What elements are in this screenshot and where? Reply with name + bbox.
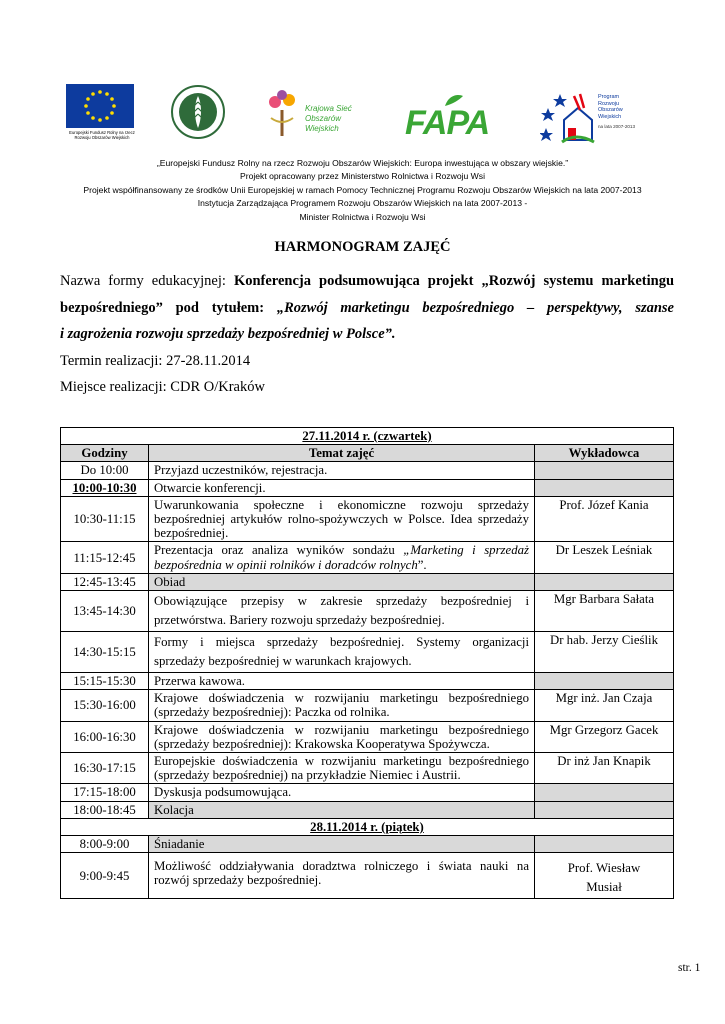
lecturer-line1: Prof. Wiesław — [567, 861, 641, 876]
ksow-logo — [265, 84, 375, 146]
topic-cell: Uwarunkowania społeczne i ekonomiczne rozwoju sprzedaży bezpośredniej artykułów rolno-spożywczych w Polsce. Idea sprzedaży bezpośredniej. — [149, 496, 535, 542]
ministry-seal-logo — [170, 84, 230, 146]
lecturer-cell: Mgr Grzegorz Gacek — [535, 721, 674, 752]
schedule-table — [60, 427, 674, 899]
lecturer-cell — [535, 573, 674, 590]
table-row — [61, 479, 674, 496]
funding-header — [40, 157, 685, 224]
logos-strip — [60, 84, 670, 150]
prow-text-line4: Wiejskich — [598, 113, 622, 120]
prow-logo — [540, 84, 650, 146]
lecturer-cell — [535, 784, 674, 801]
table-row — [61, 591, 674, 632]
time-cell: 11:15-12:45 — [61, 542, 149, 573]
lecturer-cell — [535, 853, 674, 899]
eu-caption: Europejski Fundusz Rolny na rzecz Rozwoju Obszarów Wiejskich — [69, 130, 135, 140]
form-subtitle-part2: i zagrożenia rozwoju sprzedaży bezpośredniej w Polsce”. — [60, 326, 396, 342]
header-line-5: Minister Rolnictwa i Rozwoju Wsi — [299, 211, 426, 222]
eu-flag-icon — [66, 84, 134, 128]
time-cell: 13:45-14:30 — [61, 591, 149, 632]
table-row — [61, 753, 674, 784]
lecturer-cell — [535, 479, 674, 496]
form-title-part2: bezpośredniego” pod tytułem: — [60, 299, 277, 316]
col-hours-header: Godziny — [61, 445, 149, 462]
header-line-3: Projekt współfinansowany ze środków Unii Europejskiej w ramach Pomocy Technicznej Programu Rozwoju Obszarów Wiejskich na lata 2007-2013 — [83, 184, 642, 195]
time-cell: 10:30-11:15 — [61, 496, 149, 542]
lecturer-cell — [535, 801, 674, 818]
table-row — [61, 462, 674, 479]
time-cell: Do 10:00 — [61, 462, 149, 479]
topic-cell — [149, 542, 535, 573]
time-cell: 12:45-13:45 — [61, 573, 149, 590]
lecturer-cell: Dr hab. Jerzy Cieślik — [535, 632, 674, 673]
day-header-row — [61, 818, 674, 835]
term-line: Termin realizacji: 27-28.11.2014 — [60, 352, 251, 369]
topic-plain: Prezentacja oraz analiza wyników sondażu — [154, 543, 404, 558]
time-cell — [61, 479, 149, 496]
table-row — [61, 496, 674, 542]
day2-header: 28.11.2014 r. (piątek) — [61, 818, 674, 835]
topic-italic: „Marketing i sprzedaż bezpośrednia w opinii rolników i doradców rolnych — [154, 543, 529, 572]
header-line-4: Instytucja Zarządzająca Programem Rozwoju Obszarów Wiejskich na lata 2007-2013 - — [197, 198, 528, 209]
topic-end: ”. — [417, 557, 427, 572]
form-subtitle-part1: „Rozwój marketingu bezpośredniego – perspektywy, szanse — [276, 299, 674, 316]
prow-text-line5: na lata 2007-2013 — [598, 124, 636, 130]
time-cell: 8:00-9:00 — [61, 836, 149, 853]
form-name-line2 — [60, 295, 674, 322]
table-row — [61, 673, 674, 690]
header-line-2: Projekt opracowany przez Ministerstwo Rolnictwa i Rozwoju Wsi — [239, 171, 485, 182]
topic-cell: Otwarcie konferencji. — [149, 479, 535, 496]
topic-cell: Śniadanie — [149, 836, 535, 853]
time-cell: 9:00-9:45 — [61, 853, 149, 899]
topic-cell: Krajowe doświadczenia w rozwijaniu marketingu bezpośredniego (sprzedaży bezpośredniej): Paczka od rolnika. — [149, 690, 535, 721]
form-name-line1 — [60, 268, 674, 295]
lecturer-cell: Mgr inż. Jan Czaja — [535, 690, 674, 721]
topic-cell: Kolacja — [149, 801, 535, 818]
ksow-text-line1: Krajowa Sieć — [305, 104, 352, 113]
table-row — [61, 573, 674, 590]
day1-header: 27.11.2014 r. (czwartek) — [61, 428, 674, 445]
topic-cell: Przyjazd uczestników, rejestracja. — [149, 462, 535, 479]
topic-cell: Formy i miejsca sprzedaży bezpośredniej. Systemy organizacji sprzedaży bezpośredniej w warunkach krajowych. — [149, 632, 535, 673]
topic-cell: Możliwość oddziaływania doradztwa rolniczego i świata nauki na rozwój sprzedaży bezpośredniej. — [149, 853, 535, 899]
table-row — [61, 721, 674, 752]
time-cell: 17:15-18:00 — [61, 784, 149, 801]
page-title: HARMONOGRAM ZAJĘĆ — [274, 239, 451, 255]
page-number: str. 1 — [678, 962, 701, 974]
table-row — [61, 801, 674, 818]
ksow-text-line2: Obszarów Wiejskich — [305, 114, 342, 133]
time-cell: 15:15-15:30 — [61, 673, 149, 690]
table-row — [61, 784, 674, 801]
topic-cell: Obowiązujące przepisy w zakresie sprzedaży bezpośredniej i przetwórstwa. Bariery rozwoju sprzedaży bezpośredniej. — [149, 591, 535, 632]
fapa-text: FAPA — [405, 104, 490, 142]
lecturer-cell: Mgr Barbara Sałata — [535, 591, 674, 632]
day-header-row — [61, 428, 674, 445]
table-row — [61, 542, 674, 573]
topic-cell: Dyskusja podsumowująca. — [149, 784, 535, 801]
lecturer-cell — [535, 462, 674, 479]
table-row — [61, 690, 674, 721]
col-lecturer-header: Wykładowca — [535, 445, 674, 462]
lecturer-cell: Dr Leszek Leśniak — [535, 542, 674, 573]
prow-text-line1: Program — [598, 94, 620, 100]
topic-cell: Europejskie doświadczenia w rozwijaniu marketingu bezpośredniego (sprzedaży bezpośredniej) na przykładzie Niemiec i Austrii. — [149, 753, 535, 784]
eu-flag-logo — [66, 84, 138, 146]
time-cell: 18:00-18:45 — [61, 801, 149, 818]
lecturer-cell — [535, 836, 674, 853]
table-row — [61, 632, 674, 673]
flower-icon — [265, 90, 299, 138]
lecturer-cell: Dr inż Jan Knapik — [535, 753, 674, 784]
time-cell: 14:30-15:15 — [61, 632, 149, 673]
time-cell: 15:30-16:00 — [61, 690, 149, 721]
lecturer-cell — [535, 673, 674, 690]
topic-cell: Przerwa kawowa. — [149, 673, 535, 690]
place-line: Miejsce realizacji: CDR O/Kraków — [60, 379, 265, 395]
lecturer-line2: Musiał — [586, 880, 622, 895]
form-name-line3 — [60, 321, 674, 348]
form-title-part1: Konferencja podsumowująca projekt „Rozwój systemu marketingu — [233, 273, 675, 289]
fapa-logo — [405, 84, 505, 146]
stars-house-icon — [540, 88, 596, 144]
time-cell: 16:00-16:30 — [61, 721, 149, 752]
prow-text-line3: Obszarów — [598, 107, 623, 114]
time-text: 10:00-10:30 — [72, 480, 137, 495]
lecturer-cell: Prof. Józef Kania — [535, 496, 674, 542]
topic-cell: Krajowe doświadczenia w rozwijaniu marketingu bezpośredniego (sprzedaży bezpośredniej): Krakowska Kooperatywa Spożywcza. — [149, 721, 535, 752]
header-line-1: „Europejski Fundusz Rolny na rzecz Rozwoju Obszarów Wiejskich: Europa inwestująca w obszary wiejskie.” — [156, 158, 569, 168]
table-row — [61, 836, 674, 853]
prow-text-line2: Rozwoju — [598, 100, 620, 107]
table-row — [61, 853, 674, 899]
column-header-row — [61, 445, 674, 462]
col-topic-header: Temat zajęć — [149, 445, 535, 462]
time-cell: 16:30-17:15 — [61, 753, 149, 784]
form-label: Nazwa formy edukacyjnej: — [60, 273, 234, 289]
wheat-seal-icon — [170, 84, 226, 140]
topic-cell: Obiad — [149, 573, 535, 590]
intro-section — [60, 268, 674, 401]
